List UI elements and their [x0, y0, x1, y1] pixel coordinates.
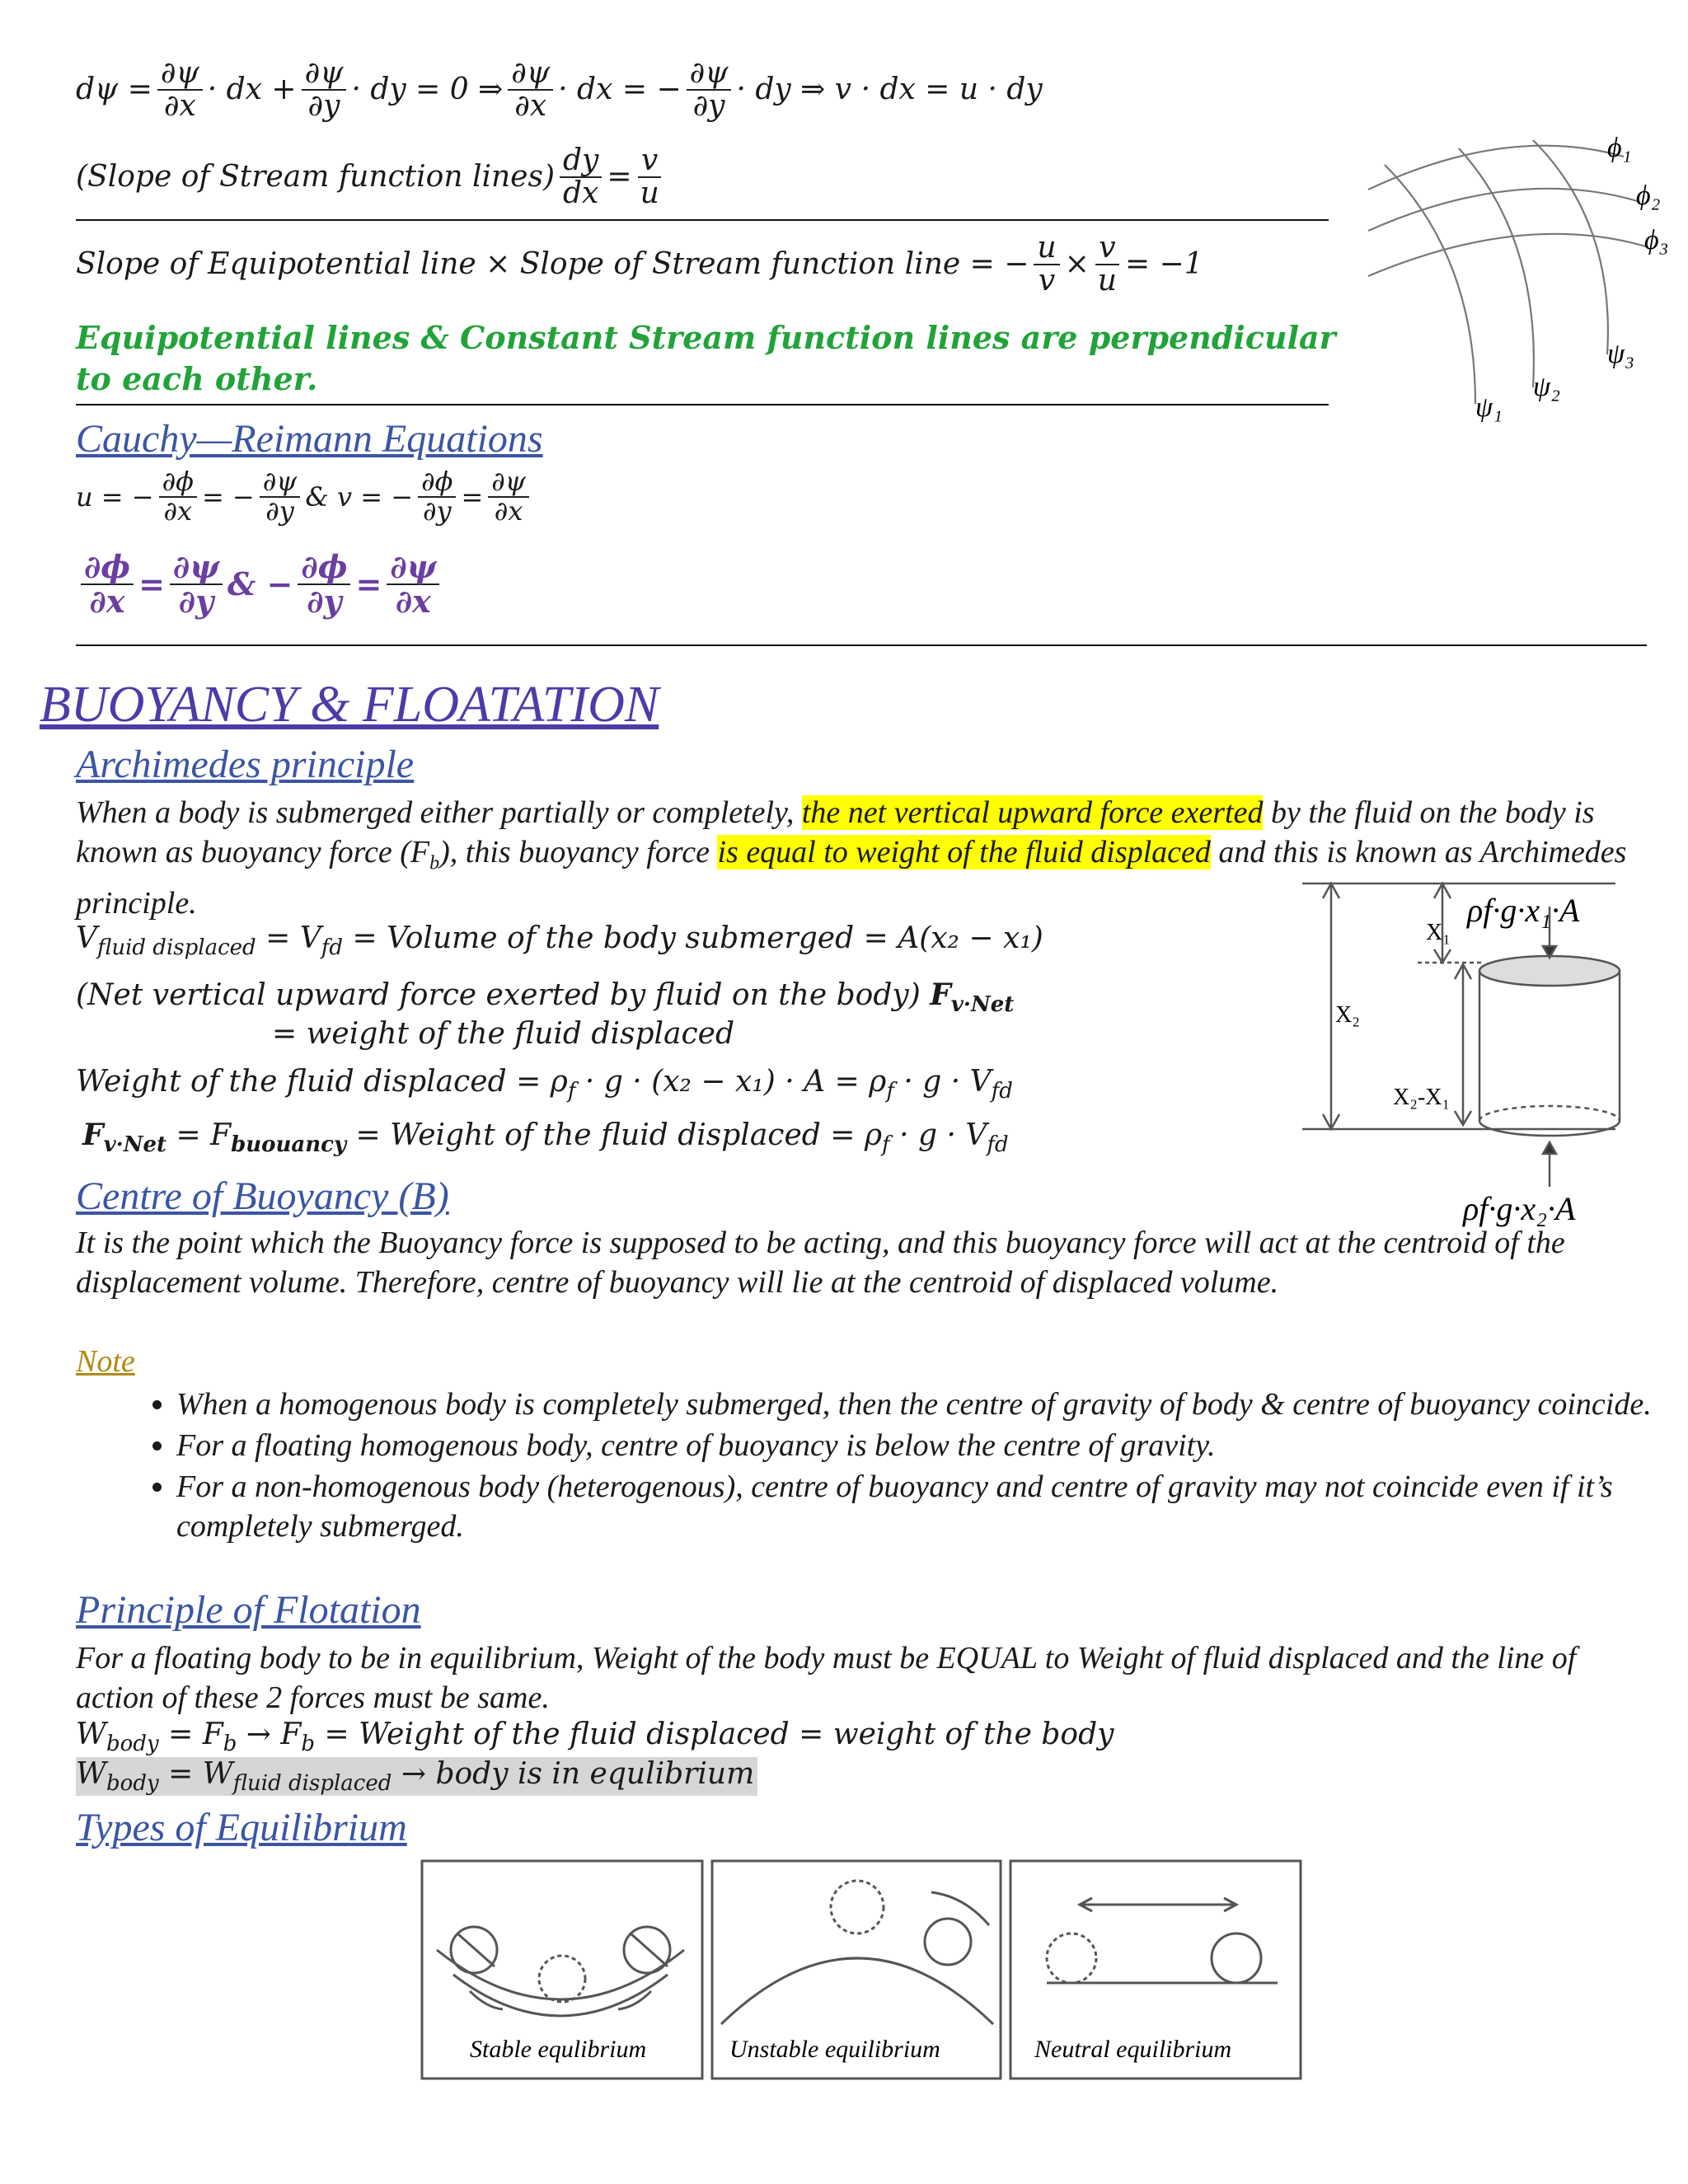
denominator: ∂x — [395, 582, 431, 620]
numerator: ∂ψ — [260, 468, 301, 498]
numerator: ∂ψ — [157, 58, 203, 91]
fraction — [260, 468, 301, 525]
highlight: the net vertical upward force exerted — [801, 795, 1264, 830]
numerator: v — [638, 145, 661, 178]
denominator: ∂y — [307, 582, 342, 620]
text: → body is in equlibrium — [392, 1757, 755, 1791]
unstable-hill — [721, 1958, 993, 2024]
denominator: u — [1097, 263, 1117, 298]
denominator: ∂x — [163, 88, 196, 123]
eq-text: = — [138, 565, 165, 603]
text: = F — [158, 1718, 223, 1751]
eq-text: = — [607, 160, 632, 194]
neutral-label: Neutral equilibrium — [1034, 2036, 1232, 2063]
denominator: ∂y — [178, 582, 214, 620]
denominator: u — [640, 176, 659, 210]
arrow — [470, 1991, 503, 2009]
subscript: f — [882, 1132, 890, 1158]
fraction — [298, 548, 350, 620]
text: · g · (x₂ − x₁) · A = ρ — [575, 1065, 887, 1099]
text: W — [76, 1757, 107, 1791]
phi1-line — [1368, 146, 1624, 190]
eq-text: = −1 — [1124, 247, 1203, 282]
strike — [457, 1933, 495, 1966]
cauchy-title: Cauchy—Reimann Equations — [76, 417, 543, 461]
psi3-label: ψ₃ — [1607, 339, 1634, 369]
text: · g · V — [893, 1065, 992, 1099]
eq-text: Slope of Equipotential line × Slope of Stream function line = − — [76, 247, 1029, 282]
x2-x1-label: X₂-X₁ — [1393, 1085, 1451, 1110]
flotation-eq-1 — [76, 1718, 1114, 1756]
strike — [631, 1933, 668, 1966]
text: W — [76, 1718, 107, 1751]
numerator: ∂ϕ — [298, 551, 350, 585]
denominator: ∂y — [265, 494, 294, 527]
eq-text: & v = − — [305, 480, 414, 513]
list-item: • For a floating homogenous body, centre of buoyancy is below the centre of gravity. — [176, 1426, 1685, 1465]
fraction — [488, 468, 529, 525]
note-list — [124, 1385, 1685, 1548]
denominator: ∂x — [163, 494, 193, 527]
numerator: ∂ψ — [488, 468, 529, 498]
stable-bowl — [437, 1950, 684, 1999]
divider — [76, 644, 1647, 646]
cylinder-buoyancy-diagram — [1302, 874, 1665, 1236]
fraction — [157, 58, 203, 122]
buoyancy-title: BUOYANCY & FLOATATION — [40, 677, 659, 733]
subscript: body — [106, 1732, 159, 1757]
psi2-line — [1459, 148, 1534, 387]
net-force-equation — [76, 977, 1014, 1017]
denominator: ∂x — [494, 494, 523, 527]
top-force-label: ρf·g·x₁·A — [1467, 892, 1580, 929]
subscript: buouancy — [231, 1132, 347, 1158]
stream-eq-1 — [76, 58, 1043, 122]
ball — [925, 1919, 971, 1965]
text: → F — [237, 1718, 302, 1751]
psi2-label: ψ₂ — [1533, 372, 1560, 402]
types-title: Types of Equilibrium — [76, 1806, 407, 1849]
eq-text: u = − — [76, 480, 154, 513]
phi2-line — [1368, 189, 1640, 231]
x1-label: X₁ — [1426, 920, 1451, 945]
subscript: b — [301, 1732, 316, 1757]
eq-text: · dy ⇒ v · dx = u · dy — [736, 73, 1043, 107]
phi3-label: ϕ₃ — [1644, 225, 1669, 255]
phi3-line — [1368, 234, 1648, 276]
text: F — [930, 977, 951, 1012]
phi1-label: ϕ₁ — [1607, 133, 1632, 163]
buoyancy-force-equation — [82, 1118, 1009, 1157]
denominator: v — [1038, 263, 1056, 298]
ball — [1212, 1933, 1261, 1983]
weight-equation — [76, 1065, 1013, 1104]
cauchy-eq-2 — [76, 548, 444, 620]
subscript: fd — [321, 935, 344, 961]
numerator: ∂ϕ — [159, 468, 197, 498]
fraction — [1034, 232, 1059, 297]
phi2-label: ϕ₂ — [1636, 180, 1661, 211]
stream-eq-2 — [76, 145, 668, 209]
fraction — [1095, 232, 1120, 297]
fraction — [418, 468, 456, 525]
cylinder-top — [1479, 956, 1620, 986]
subscript: fd — [991, 1079, 1013, 1104]
equilibrium-diagram — [420, 1859, 1302, 2082]
eq-text: = — [355, 565, 382, 603]
text: When a body is submerged either partially or completely, — [76, 795, 802, 830]
list-item: • For a non-homogenous body (heterogenous), centre of buoyancy and centre of gravity may not coincide even if it’s completely submerged. — [176, 1467, 1685, 1546]
text: · g · V — [889, 1118, 987, 1152]
subscript: fd — [987, 1132, 1009, 1158]
text: ), this buoyancy force — [439, 835, 718, 869]
eq-text: = − — [201, 480, 255, 513]
psi3-line — [1533, 140, 1608, 354]
flotation-paragraph: For a floating body to be in equilibrium, Weight of the body must be EQUAL to Weight of fluid displaced and the line of action of these 2 forces must be same. — [76, 1641, 1577, 1715]
denominator: ∂y — [422, 494, 452, 527]
text: (Net vertical upward force exerted by fluid on the body) — [76, 978, 931, 1012]
fraction — [170, 548, 223, 620]
text: = Weight of the fluid displaced = ρ — [346, 1118, 883, 1152]
text: V — [76, 921, 97, 955]
fraction — [302, 58, 347, 122]
numerator: v — [1095, 232, 1118, 265]
ball — [831, 1881, 884, 1933]
subscript: f — [886, 1079, 894, 1104]
fraction — [159, 468, 197, 525]
fraction — [508, 58, 553, 122]
subscript: fluid displaced — [232, 1771, 392, 1797]
fraction — [637, 145, 663, 209]
fraction — [560, 145, 602, 209]
numerator: ∂ψ — [302, 58, 347, 91]
eq-text: · dy = 0 ⇒ — [351, 73, 504, 107]
ball — [1047, 1933, 1096, 1983]
psi1-label: ψ₁ — [1475, 392, 1503, 423]
numerator: ∂ψ — [387, 551, 439, 585]
numerator: dy — [560, 145, 602, 178]
subscript: f — [567, 1079, 576, 1104]
note-label: Note — [76, 1344, 135, 1379]
numerator: ∂ϕ — [418, 468, 456, 498]
denominator: ∂y — [692, 88, 725, 123]
numerator: ∂ϕ — [81, 551, 134, 585]
text: F — [82, 1118, 104, 1152]
highlight: is equal to weight of the fluid displaced — [717, 835, 1211, 869]
numerator: ∂ψ — [508, 58, 553, 91]
fraction — [687, 58, 732, 122]
divider — [76, 219, 1329, 221]
fraction — [81, 548, 134, 620]
subscript: v·Net — [950, 992, 1015, 1018]
text: = F — [166, 1118, 232, 1152]
psi1-line — [1385, 165, 1475, 404]
perpendicular-note: Equipotential lines & Constant Stream function lines are perpendicular to each other. — [76, 319, 1336, 397]
text: by the fluid on the body is known as buoyancy force (F — [76, 795, 1595, 869]
subscript: v·Net — [103, 1132, 167, 1158]
archimedes-title: Archimedes principle — [76, 743, 415, 786]
text: = Volume of the body submerged = A(x₂ − x₁) — [343, 921, 1043, 955]
text: = Weight of the fluid displaced = weight of the body — [315, 1718, 1114, 1751]
arrow — [618, 1991, 651, 2009]
ball — [539, 1956, 585, 2002]
subscript: b — [429, 852, 440, 874]
eq-text: × — [1064, 247, 1090, 282]
x2-label: X₂ — [1335, 1002, 1360, 1028]
bottom-force-label: ρf·g·x₂·A — [1463, 1190, 1576, 1227]
eq-text: · dx = − — [558, 73, 682, 107]
stable-label: Stable equlibrium — [470, 2036, 647, 2063]
numerator: ∂ψ — [170, 551, 223, 585]
denominator: ∂x — [89, 582, 125, 620]
flotation-eq-2 — [76, 1757, 757, 1796]
subscript: b — [223, 1732, 237, 1757]
vfd-equation — [76, 921, 1043, 960]
stream-eq-3 — [76, 232, 1203, 297]
denominator: dx — [563, 176, 599, 210]
list-item: • When a homogenous body is completely submerged, then the centre of gravity of body & centre of buoyancy coincide. — [176, 1385, 1685, 1424]
eq-text: (Slope of Stream function lines) — [76, 160, 555, 194]
centre-title: Centre of Buoyancy (B) — [76, 1174, 449, 1218]
flotation-title: Principle of Flotation — [76, 1588, 421, 1632]
text: = V — [256, 921, 321, 955]
unstable-label: Unstable equilibrium — [729, 2036, 940, 2063]
cylinder-bottom-hidden — [1479, 1106, 1620, 1121]
subscript: body — [106, 1771, 159, 1797]
eq-text: · dx + — [207, 73, 297, 107]
denominator: ∂y — [307, 88, 340, 123]
numerator: ∂ψ — [687, 58, 732, 91]
numerator: u — [1034, 232, 1059, 265]
arrowhead — [1543, 1142, 1556, 1154]
text: Weight of the fluid displaced = ρ — [76, 1065, 568, 1099]
net-force-equation-2: = weight of the fluid displaced — [272, 1017, 734, 1051]
cauchy-eq-1 — [76, 468, 534, 525]
subscript: fluid displaced — [97, 935, 256, 961]
text: and this is known as Archimedes principle. — [76, 835, 1627, 921]
flow-net-diagram — [1352, 132, 1681, 437]
eq-text: = — [461, 480, 484, 513]
fraction — [387, 548, 439, 620]
denominator: ∂x — [514, 88, 547, 123]
centre-paragraph: It is the point which the Buoyancy force is supposed to be acting, and this buoyancy force will act at the centroid of the displacement volume. Therefore, centre of buoyancy will lie at the centroid of displaced volume. — [76, 1226, 1565, 1300]
text: = W — [158, 1757, 233, 1791]
eq-text: & − — [227, 565, 293, 603]
divider — [76, 404, 1329, 405]
eq-text: dψ = — [76, 73, 152, 107]
